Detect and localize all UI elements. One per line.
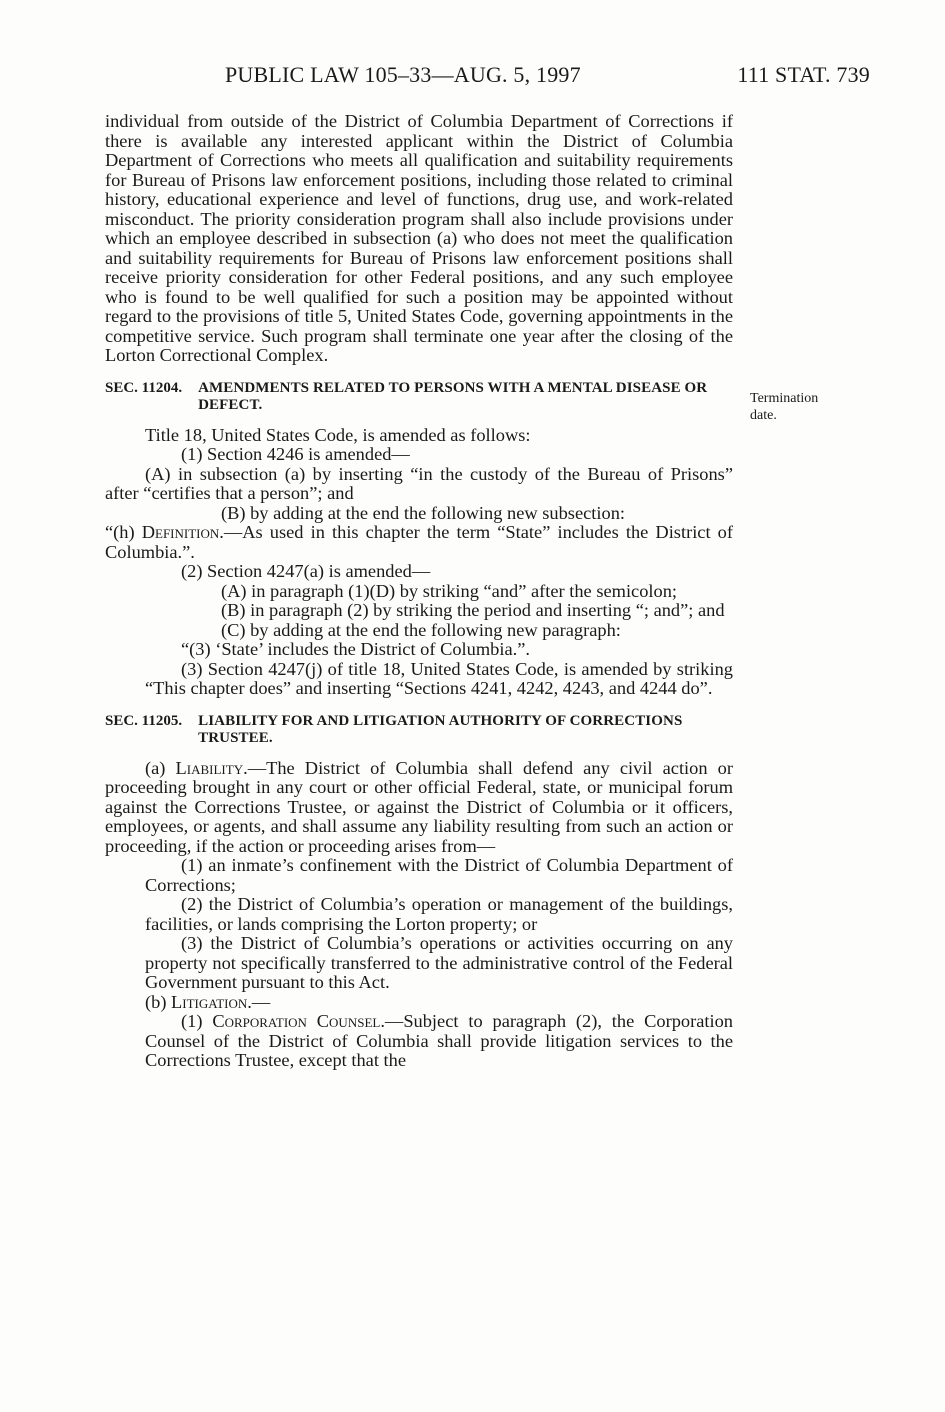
paragraph-title-18: Title 18, United States Code, is amended as follows:	[145, 424, 531, 445]
liability-label: (a)	[145, 757, 176, 778]
header-page-number: 111 STAT. 739	[737, 62, 870, 87]
paragraph-item-2a: (A) in paragraph (1)(D) by striking “and” after the semicolon;	[221, 580, 678, 601]
section-number: SEC. 11204.	[105, 379, 183, 396]
litigation-label: (b)	[145, 991, 172, 1012]
paragraph-litigation	[105, 993, 733, 1013]
paragraph-item-1: (1) Section 4246 is amended—	[181, 444, 410, 464]
paragraph-liability-1: (1) an inmate’s confinement with the District of Columbia Department of Corrections;	[145, 855, 733, 895]
paragraph-liability-3: (3) the District of Columbia’s operations or activities occurring on any property not specifically transferred to the administrative control of the Federal Government pursuant to this Act.	[145, 933, 733, 992]
paragraph-item-2c: (C) by adding at the end the following new paragraph:	[221, 619, 621, 640]
litigation-text: .—	[247, 991, 271, 1012]
section-title: LIABILITY FOR AND LITIGATION AUTHORITY OF CORRECTIONS TRUSTEE.	[198, 712, 683, 746]
litigation-heading: Litigation	[171, 991, 248, 1012]
litigation-1-text: .—Subject to paragraph (2), the Corporation Counsel of the District of Columbia shall provide litigation services to the Corrections Trustee, except that the	[145, 1011, 733, 1070]
section-number: SEC. 11205.	[105, 712, 183, 729]
litigation-1-label: (1)	[181, 1011, 213, 1031]
liability-heading: Liability	[175, 757, 244, 778]
paragraph-litigation-1	[105, 1012, 733, 1071]
margin-note	[750, 390, 860, 424]
section-title: AMENDMENTS RELATED TO PERSONS WITH A MENTAL DISEASE OR DEFECT.	[198, 379, 708, 413]
definition-term: Definition	[141, 522, 220, 542]
paragraph-item-2c-quote: “(3) ‘State’ includes the District of Columbia.”.	[181, 639, 530, 659]
definition-text: .—As used in this chapter the term “State” includes the District of Columbia.”.	[105, 522, 733, 562]
paragraph-item-2: (2) Section 4247(a) is amended—	[181, 561, 431, 581]
liability-text: .—The District of Columbia shall defend any civil action or proceeding brought in any court or other official Federal, state, or municipal forum against the Corrections Trustee, or against the District of Columbia or it officers, employees, or agents, and shall assume any liability resulting from such an action or proceeding, if the action or proceeding arises from—	[105, 757, 733, 856]
margin-note-line-1: Termination	[750, 391, 819, 406]
section-heading-11204	[105, 380, 733, 414]
margin-note-line-2: date.	[750, 408, 777, 423]
paragraph-item-1b: (B) by adding at the end the following new subsection:	[221, 502, 626, 523]
definition-label: “(h)	[105, 522, 142, 542]
paragraph-item-2b: (B) in paragraph (2) by striking the period and inserting “; and”; and	[221, 600, 725, 620]
paragraph-liability-2: (2) the District of Columbia’s operation or management of the buildings, facilities, or lands comprising the Lorton property; or	[145, 894, 733, 934]
paragraph-priority-program: individual from outside of the District of Columbia Department of Corrections if there is available any interested applicant within the District of Columbia Department of Corrections who meets all qualification and suitability requirements for Bureau of Prisons law enforcement positions, including those related to criminal history, educational experience and level of functions, drug use, and work-related misconduct. The priority consideration program shall also include provisions under which an employee described in subsection (a) who does not meet the qualification and suitability requirements for Bureau of Prisons law enforcement positions shall receive priority consideration for other Federal positions, and any such employee who is found to be well qualified for such a position may be appointed without regard to the provisions of title 5, United States Code, governing appointments in the competitive service. Such program shall terminate one year after the closing of the Lorton Correctional Complex.	[105, 111, 733, 365]
paragraph-item-3: (3) Section 4247(j) of title 18, United States Code, is amended by striking “This chapter does” and inserting “Sections 4241, 4242, 4243, and 4244 do”.	[145, 658, 733, 698]
section-heading-11205	[105, 713, 733, 747]
running-header	[105, 62, 870, 92]
litigation-1-heading: Corporation Counsel	[212, 1011, 381, 1031]
item-1a-text: (A) in subsection (a) by inserting “in the custody of the Bureau of Prisons” after “certifies that a person”; and	[105, 463, 733, 503]
paragraph-definition-h	[105, 523, 733, 562]
header-title: PUBLIC LAW 105–33—AUG. 5, 1997	[225, 62, 581, 87]
paragraph-liability	[105, 759, 733, 857]
paragraph-item-1a	[29, 465, 733, 504]
body-text	[105, 112, 733, 1071]
